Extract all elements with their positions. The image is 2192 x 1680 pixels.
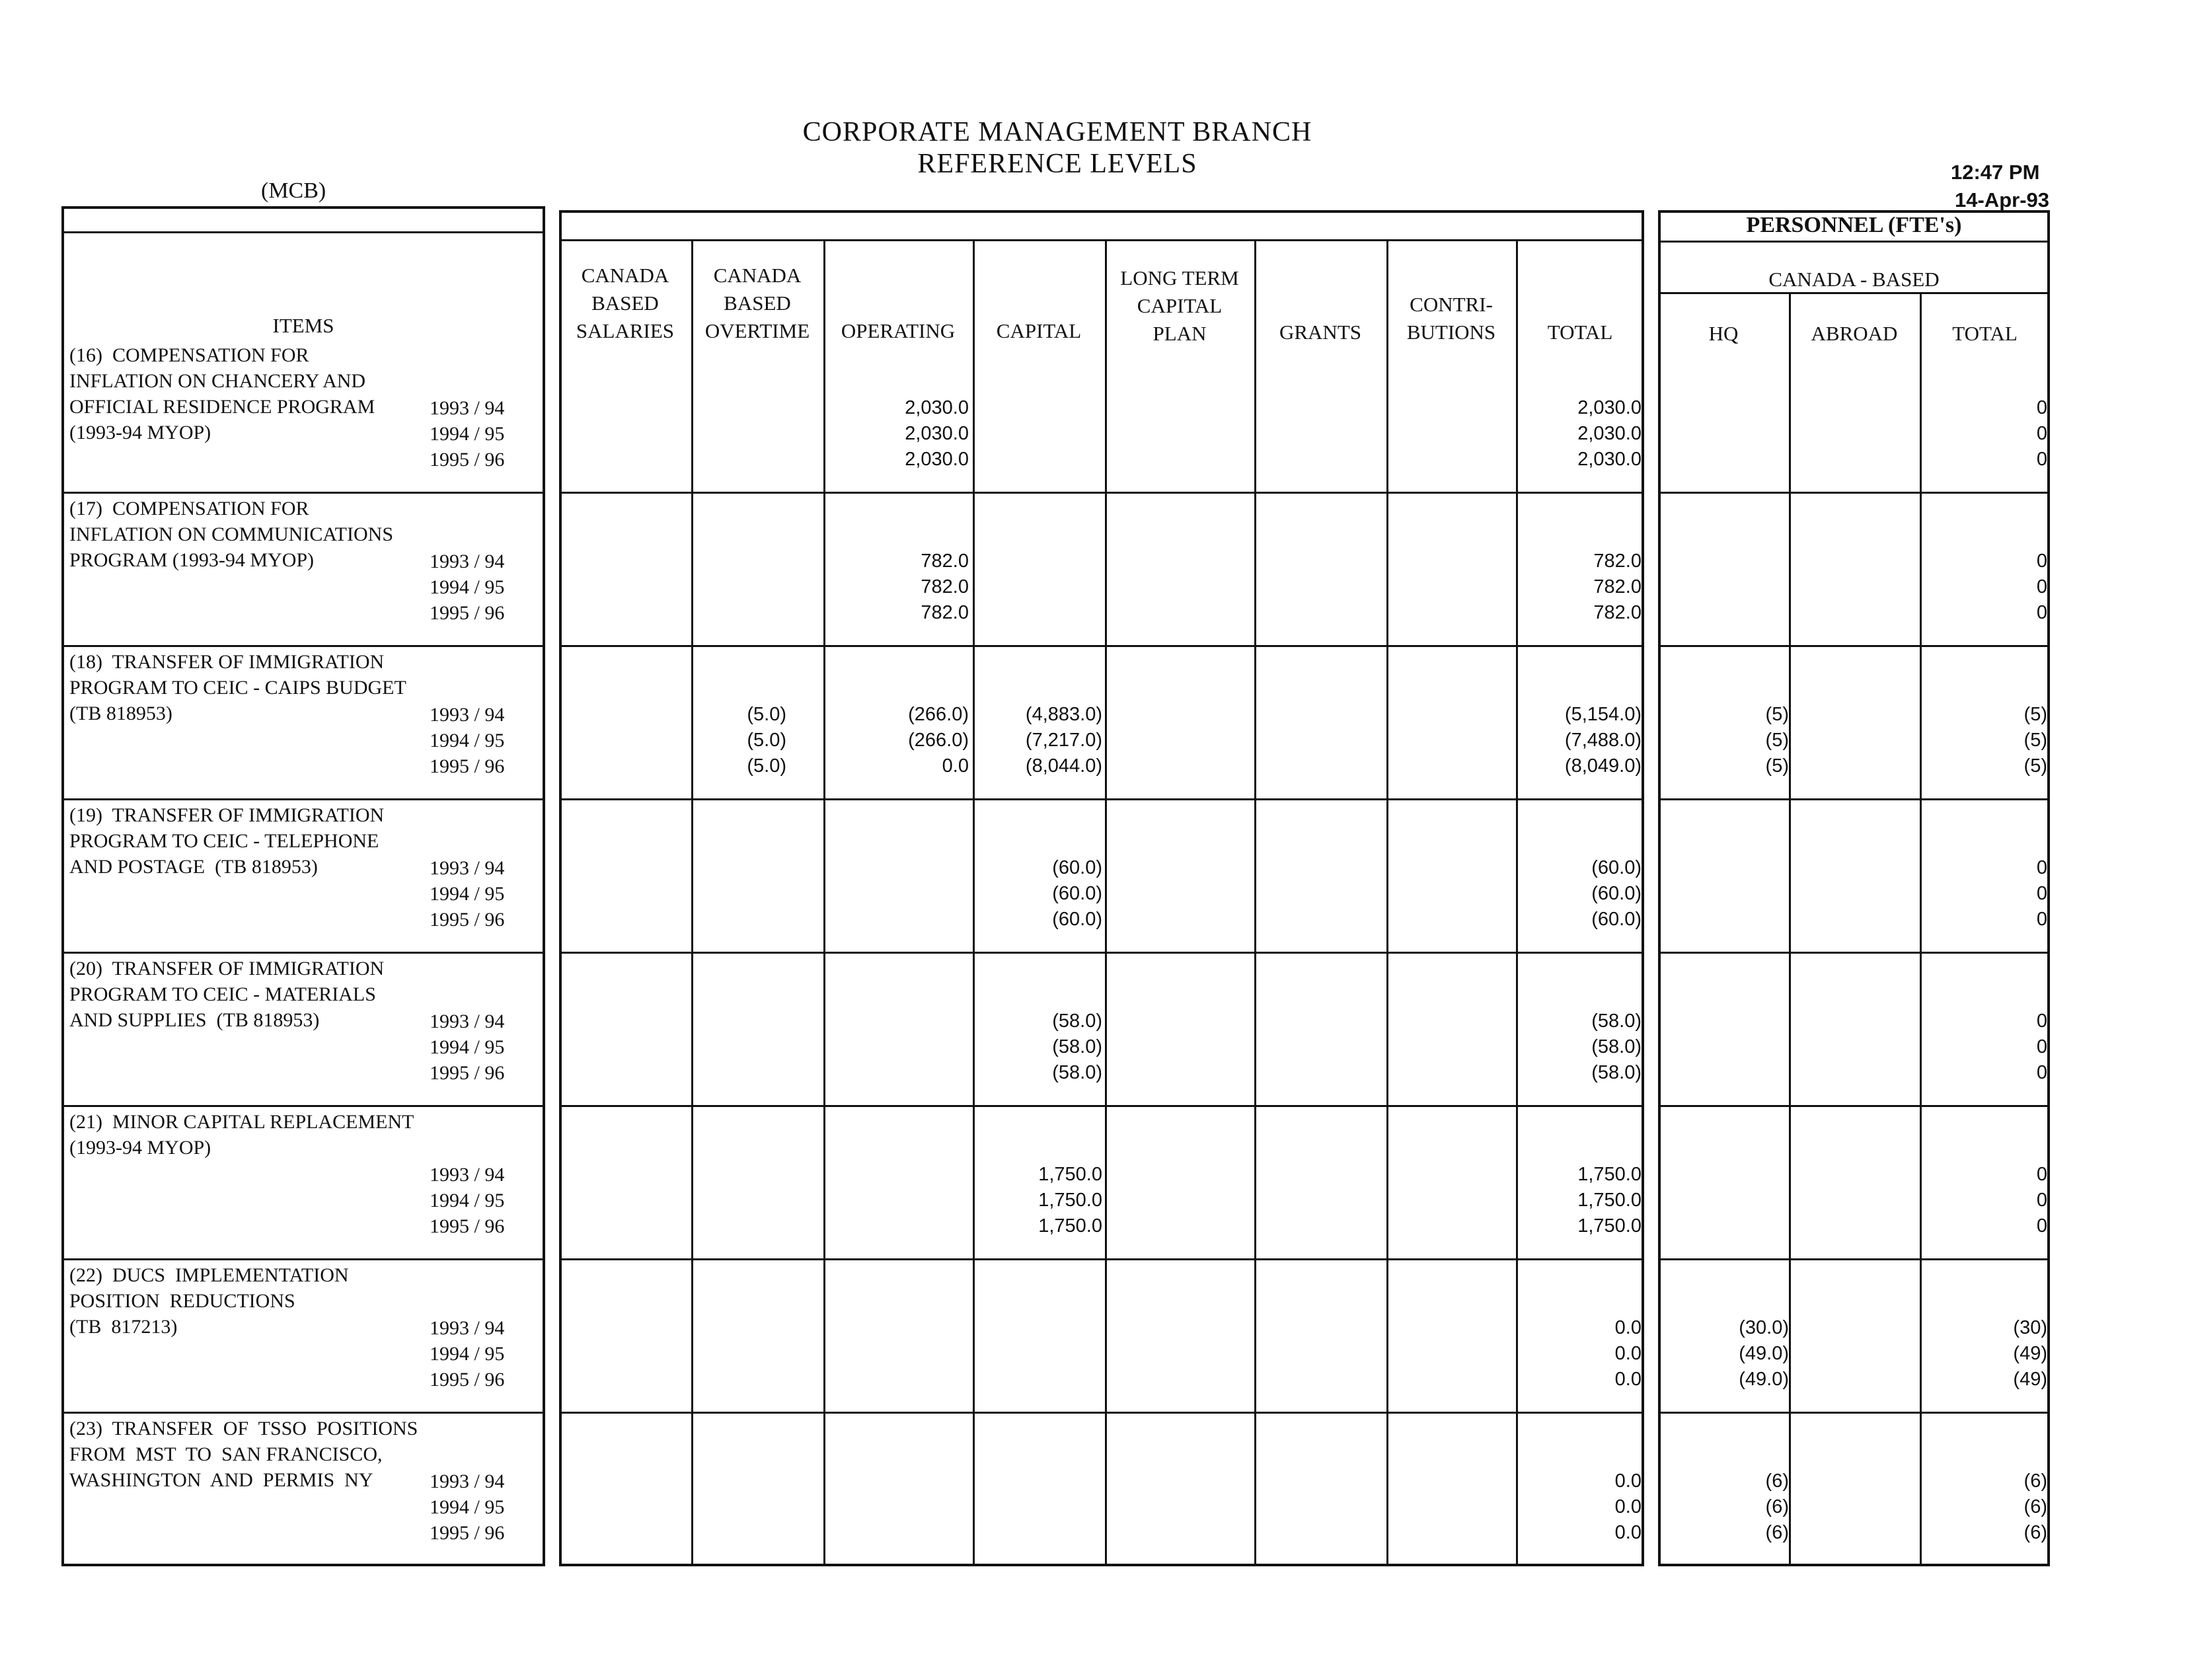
row-rule [1658,1412,2050,1414]
operating-cell: 782.0 [921,602,969,623]
fiscal-year: 1993 / 94 [430,551,505,572]
total-cell: (5,154.0) [1564,704,1642,725]
fiscal-year: 1993 / 94 [430,1164,505,1186]
fiscal-year: 1993 / 94 [430,1470,505,1492]
capital-cell: (58.0) [1052,1062,1102,1083]
print-date: 14-Apr-93 [1955,188,2049,211]
item-description-line: (22) DUCS IMPLEMENTATION [69,1264,349,1286]
fiscal-year: 1995 / 96 [430,449,505,471]
col-header-items: ITEMS [272,314,334,337]
capital-cell: 1,750.0 [1038,1164,1102,1185]
item-description-line: INFLATION ON COMMUNICATIONS [69,523,394,545]
item-description-line: FROM MST TO SAN FRANCISCO, [69,1443,383,1465]
fiscal-year: 1995 / 96 [430,1522,505,1544]
total-cell: (60.0) [1591,857,1642,878]
hq-cell: (6) [1765,1496,1789,1517]
operating-cell: 0.0 [942,755,969,777]
item-description-line: INFLATION ON CHANCERY AND [69,370,366,392]
personnel-total-cell: (5) [2023,755,2047,777]
item-description-line: WASHINGTON AND PERMIS NY [69,1469,373,1491]
fiscal-year: 1994 / 95 [430,1036,505,1058]
col-header-ltcp: LONG TERM CAPITAL PLAN [1120,266,1239,345]
row-rule [61,952,545,954]
row-rule [1658,1258,2050,1260]
hq-cell: (30.0) [1739,1317,1789,1338]
item-description-line: PROGRAM TO CEIC - MATERIALS [69,983,376,1005]
row-rule [1658,1105,2050,1107]
print-time: 12:47 PM [1951,161,2040,184]
fiscal-year: 1995 / 96 [430,1369,505,1391]
total-cell: 1,750.0 [1577,1190,1642,1211]
personnel-total-cell: 0 [2036,449,2047,470]
capital-cell: (60.0) [1052,857,1102,878]
fiscal-year: 1993 / 94 [430,397,505,419]
personnel-total-cell: 0 [2036,1036,2047,1057]
header-rule [1658,241,2050,243]
row-rule [559,1105,1644,1107]
fiscal-year: 1995 / 96 [430,755,505,777]
column-divider [1386,239,1388,1565]
report-subtitle: REFERENCE LEVELS [917,149,1197,179]
header-rule [61,231,545,233]
canada-based-header: CANADA - BASED [1768,268,1940,291]
item-description-line: (18) TRANSFER OF IMMIGRATION [69,651,385,673]
hq-cell: (6) [1765,1470,1789,1492]
col-header-salaries: CANADA BASED SALARIES [576,264,675,342]
total-cell: 2,030.0 [1577,449,1642,470]
personnel-header: PERSONNEL (FTE's) [1746,213,1962,237]
operating-cell: 2,030.0 [905,397,969,418]
personnel-total-cell: 0 [2036,1190,2047,1211]
personnel-total-cell: (6) [2023,1522,2047,1543]
total-cell: (7,488.0) [1564,730,1642,751]
col-header-total: TOTAL [1547,321,1613,344]
personnel-total-cell: (6) [2023,1470,2047,1492]
fiscal-year: 1993 / 94 [430,1011,505,1032]
fiscal-year: 1993 / 94 [430,1317,505,1339]
personnel-total-cell: 0 [2036,423,2047,444]
fiscal-year: 1994 / 95 [430,1496,505,1518]
capital-cell: (58.0) [1052,1011,1102,1032]
operating-cell: (266.0) [908,730,969,751]
capital-cell: (7,217.0) [1025,730,1102,751]
header-rule [559,239,1644,241]
fiscal-year: 1993 / 94 [430,704,505,726]
col-header-contributions: CONTRI- BUTIONS [1406,293,1496,344]
total-cell: 1,750.0 [1577,1215,1642,1237]
operating-cell: 782.0 [921,576,969,597]
col-header-personnel-total: TOTAL [1952,322,2018,345]
personnel-total-cell: 0 [2036,1164,2047,1185]
branch-code: (MCB) [261,178,326,203]
row-rule [61,1105,545,1107]
fiscal-year: 1995 / 96 [430,602,505,624]
row-rule [559,492,1644,494]
total-cell: 0.0 [1614,1369,1642,1390]
col-header-abroad: ABROAD [1811,322,1898,345]
personnel-total-cell: 0 [2036,909,2047,930]
operating-cell: 782.0 [921,551,969,572]
total-cell: (60.0) [1591,883,1642,904]
personnel-total-cell: 0 [2036,883,2047,904]
row-rule [1658,798,2050,800]
row-rule [61,798,545,800]
item-description-line: (TB 817213) [69,1316,178,1338]
col-header-hq: HQ [1708,322,1739,345]
total-cell: 782.0 [1593,602,1642,623]
personnel-total-cell: (49) [2013,1343,2047,1364]
overtime-cell: (5.0) [747,730,786,751]
item-description-line: OFFICIAL RESIDENCE PROGRAM [69,396,375,418]
capital-cell: (60.0) [1052,909,1102,930]
row-rule [61,1412,545,1414]
total-cell: 0.0 [1614,1343,1642,1364]
personnel-total-cell: (5) [2023,704,2047,725]
fiscal-year: 1994 / 95 [430,423,505,445]
personnel-total-cell: 0 [2036,576,2047,597]
row-rule [559,1412,1644,1414]
item-description-line: PROGRAM (1993-94 MYOP) [69,549,315,571]
fiscal-year: 1994 / 95 [430,730,505,751]
personnel-total-cell: (5) [2023,730,2047,751]
row-rule [559,645,1644,647]
item-description-line: (1993-94 MYOP) [69,422,211,443]
item-description-line: (23) TRANSFER OF TSSO POSITIONS [69,1418,418,1439]
item-description-line: (TB 818953) [69,703,172,724]
hq-cell: (49.0) [1739,1369,1789,1390]
fiscal-year: 1994 / 95 [430,1190,505,1211]
personnel-total-cell: (30) [2013,1317,2047,1338]
item-description-line: (1993-94 MYOP) [69,1137,211,1159]
item-description-line: AND POSTAGE (TB 818953) [69,856,318,878]
hq-cell: (5) [1765,704,1789,725]
capital-cell: (58.0) [1052,1036,1102,1057]
column-divider [691,239,693,1565]
fiscal-year: 1993 / 94 [430,857,505,879]
total-cell: 0.0 [1614,1522,1642,1543]
row-rule [559,952,1644,954]
personnel-total-cell: (49) [2013,1369,2047,1390]
operating-cell: (266.0) [908,704,969,725]
item-description-line: (19) TRANSFER OF IMMIGRATION [69,804,385,826]
overtime-cell: (5.0) [747,704,786,725]
item-description-line: POSITION REDUCTIONS [69,1290,295,1312]
total-cell: 0.0 [1614,1496,1642,1517]
total-cell: (58.0) [1591,1036,1642,1057]
item-description-line: (20) TRANSFER OF IMMIGRATION [69,958,385,979]
column-divider [1254,239,1256,1565]
row-rule [559,1258,1644,1260]
item-description-line: PROGRAM TO CEIC - CAIPS BUDGET [69,677,406,699]
hq-cell: (5) [1765,755,1789,777]
personnel-total-cell: 0 [2036,1062,2047,1083]
operating-cell: 2,030.0 [905,449,969,470]
total-cell: 1,750.0 [1577,1164,1642,1185]
item-description-line: (16) COMPENSATION FOR [69,344,309,366]
personnel-total-cell: 0 [2036,857,2047,878]
total-cell: 0.0 [1614,1317,1642,1338]
row-rule [1658,952,2050,954]
hq-cell: (5) [1765,730,1789,751]
total-cell: 2,030.0 [1577,423,1642,444]
fiscal-year: 1995 / 96 [430,1215,505,1237]
personnel-total-cell: 0 [2036,1215,2047,1237]
capital-cell: 1,750.0 [1038,1215,1102,1237]
capital-cell: 1,750.0 [1038,1190,1102,1211]
personnel-total-cell: 0 [2036,1011,2047,1032]
fiscal-year: 1994 / 95 [430,576,505,598]
personnel-total-cell: 0 [2036,397,2047,418]
row-rule [61,1258,545,1260]
row-rule [61,492,545,494]
operating-cell: 2,030.0 [905,423,969,444]
row-rule [1658,645,2050,647]
hq-cell: (49.0) [1739,1343,1789,1364]
capital-cell: (8,044.0) [1025,755,1102,777]
col-header-overtime: CANADA BASED OVERTIME [704,264,810,342]
total-cell: (58.0) [1591,1062,1642,1083]
column-divider [1789,292,1791,1565]
fiscal-year: 1994 / 95 [430,1343,505,1365]
item-description-line: (17) COMPENSATION FOR [69,498,309,519]
total-cell: 782.0 [1593,576,1642,597]
col-header-grants: GRANTS [1279,321,1361,344]
row-rule [1658,492,2050,494]
total-cell: (8,049.0) [1564,755,1642,777]
total-cell: (60.0) [1591,909,1642,930]
capital-cell: (60.0) [1052,883,1102,904]
hq-cell: (6) [1765,1522,1789,1543]
total-cell: (58.0) [1591,1011,1642,1032]
col-header-capital: CAPITAL [996,319,1082,342]
column-divider [1105,239,1107,1565]
report-title: CORPORATE MANAGEMENT BRANCH [802,117,1312,147]
fiscal-year: 1994 / 95 [430,883,505,905]
row-rule [559,798,1644,800]
fiscal-year: 1995 / 96 [430,909,505,931]
overtime-cell: (5.0) [747,755,786,777]
total-cell: 0.0 [1614,1470,1642,1492]
item-description-line: AND SUPPLIES (TB 818953) [69,1009,320,1031]
personnel-total-cell: (6) [2023,1496,2047,1517]
total-cell: 2,030.0 [1577,397,1642,418]
item-description-line: (21) MINOR CAPITAL REPLACEMENT [69,1111,414,1133]
item-description-line: PROGRAM TO CEIC - TELEPHONE [69,830,379,852]
personnel-total-cell: 0 [2036,602,2047,623]
col-header-operating: OPERATING [841,319,956,342]
total-cell: 782.0 [1593,551,1642,572]
personnel-total-cell: 0 [2036,551,2047,572]
row-rule [61,645,545,647]
capital-cell: (4,883.0) [1025,704,1102,725]
fiscal-year: 1995 / 96 [430,1062,505,1084]
